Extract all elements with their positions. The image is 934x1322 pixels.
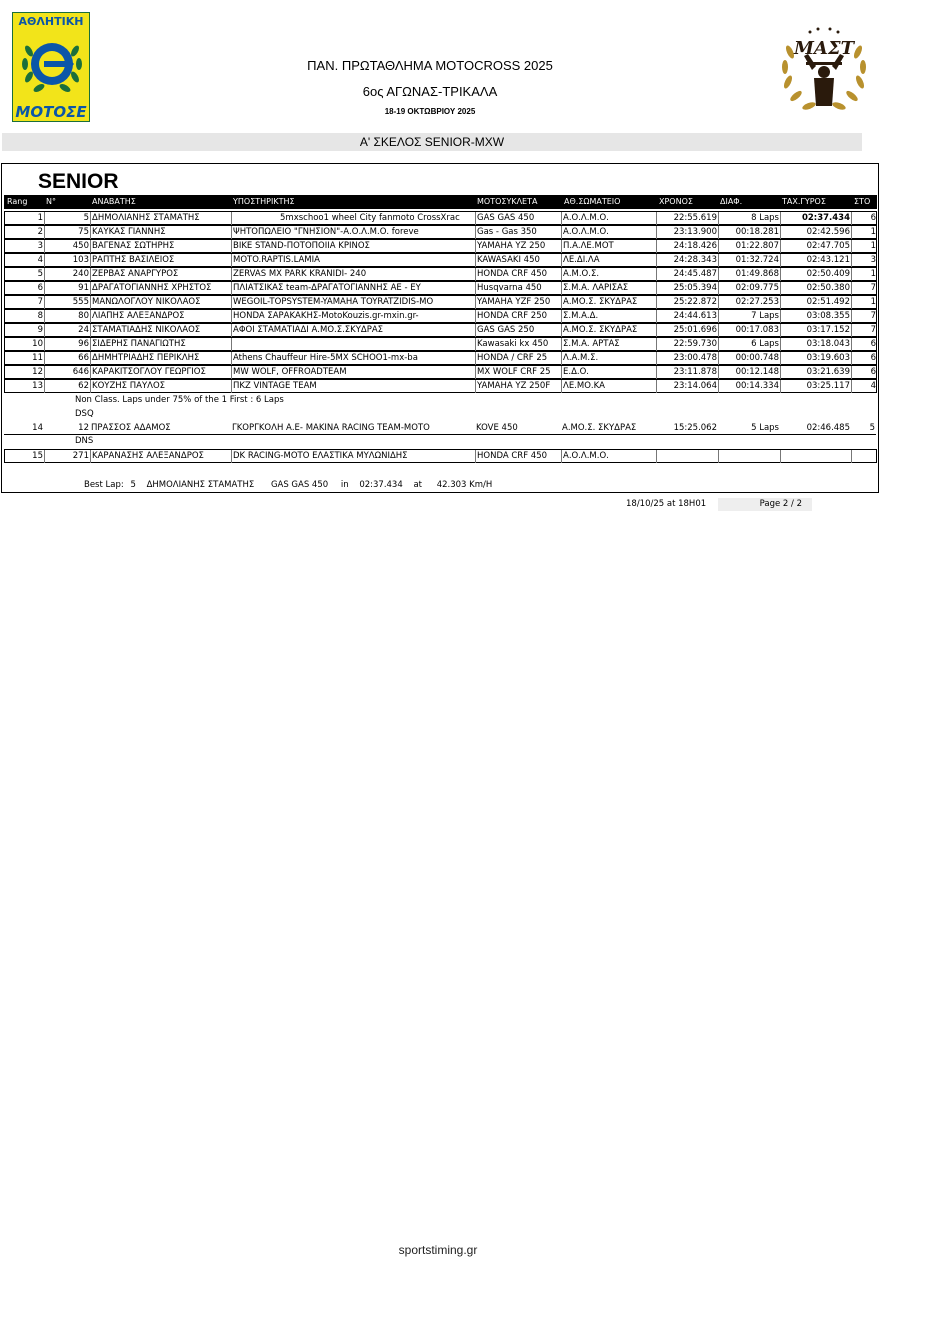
mast-logo	[776, 22, 872, 118]
table-row	[4, 225, 877, 239]
cell-sto: 6	[870, 213, 876, 223]
cell-sto: 7	[870, 311, 876, 321]
cell-diff: 00:00.748	[719, 352, 781, 365]
cell-sponsor	[232, 338, 476, 351]
cell-sto: 1	[870, 227, 876, 237]
cell-sponsor: ΠΛΙΑΤΣΙΚΑΣ team-ΔΡΑΓΑΤΟΓΙΑΝΝΗΣ ΑΕ - ΕΥ	[232, 282, 476, 295]
cell-sto: 7	[870, 325, 876, 335]
column-header-row	[4, 195, 877, 209]
cell-sponsor: ΨΗΤΟΠΩΛΕΙΟ "ΓΝΗΣΙΟΝ"-Α.Ο.Λ.Μ.Ο. foreve	[232, 226, 476, 239]
table-row	[4, 211, 877, 225]
cell-diff: 00:18.281	[719, 226, 781, 239]
col-rider: ΑΝΑΒΑΤΗΣ	[92, 197, 136, 206]
cell-time: 22:59.730	[657, 338, 719, 351]
table-row	[4, 323, 877, 337]
cell-club: ΛΕ.ΜΟ.ΚΑ	[562, 380, 657, 393]
cell-sto: 6	[870, 367, 876, 377]
cell-fast: 02:43.121	[781, 254, 852, 267]
cell-rider: ΚΑΡΑΚΙΤΣΟΓΛΟΥ ΓΕΩΡΓΙΟΣ	[91, 366, 232, 379]
cell-no: 103	[45, 254, 91, 267]
cell-fast: 03:21.639	[781, 366, 852, 379]
cell-sponsor: 5mxschoo1 wheel City fanmoto CrossXrac	[232, 212, 476, 225]
cell-rider: ΔΗΜΟΛΙΑΝΗΣ ΣΤΑΜΑΤΗΣ	[91, 212, 232, 225]
mast-logo-text: ΜΑΣΤ	[793, 38, 854, 59]
table-row	[4, 253, 877, 267]
cell-no: 5	[45, 212, 91, 225]
cell-sto: 3	[870, 255, 876, 265]
cell-rank: 14	[4, 422, 44, 435]
cell-club: Α.Ο.Λ.Μ.Ο.	[562, 226, 657, 239]
table-row	[4, 239, 877, 253]
cell-club: Σ.Μ.Α.Δ.	[562, 310, 657, 323]
cell-bike: GAS GAS 250	[476, 324, 562, 337]
col-bike: ΜΟΤΟΣΥΚΛΕΤΑ	[477, 197, 538, 206]
cell-fast: 03:17.152	[781, 324, 852, 337]
cell-no: 91	[45, 282, 91, 295]
cell-time: 23:14.064	[657, 380, 719, 393]
cell-no: 240	[45, 268, 91, 281]
cell-fast: 03:25.117	[781, 380, 852, 393]
logo-top-text: ΑΘΛΗΤΙΚΗ	[18, 15, 84, 28]
cell-rider: ΣΤΑΜΑΤΙΑΔΗΣ ΝΙΚΟΛΑΟΣ	[91, 324, 232, 337]
cell-club: Λ.Α.Μ.Σ.	[562, 352, 657, 365]
cell-rider: ΚΟΥΖΗΣ ΠΑΥΛΟΣ	[91, 380, 232, 393]
cell-bike: YAMAHA YZ 250F	[476, 380, 562, 393]
cell-time: 23:11.878	[657, 366, 719, 379]
cell-rider: ΔΡΑΓΑΤΟΓΙΑΝΝΗΣ ΧΡΗΣΤΟΣ	[91, 282, 232, 295]
cell-diff: 6 Laps	[719, 338, 781, 351]
cell-rank: 13	[5, 380, 45, 393]
cell-no: 450	[45, 240, 91, 253]
cell-rank: 3	[5, 240, 45, 253]
cell-rider: ΚΑΥΚΑΣ ΓΙΑΝΝΗΣ	[91, 226, 232, 239]
best-lap-time: 02:37.434	[359, 480, 403, 490]
cell-rank: 12	[5, 366, 45, 379]
cell-fast: 02:51.492	[781, 296, 852, 309]
cell-time: 15:25.062	[656, 422, 718, 435]
cell-time: 25:05.394	[657, 282, 719, 295]
cell-rank: 11	[5, 352, 45, 365]
cell-diff: 7 Laps	[719, 310, 781, 323]
cell-no: 75	[45, 226, 91, 239]
cell-no: 271	[45, 450, 91, 463]
table-row	[4, 267, 877, 281]
cell-fast: 02:47.705	[781, 240, 852, 253]
cell-diff: 5 Laps	[718, 422, 780, 435]
best-lap-speed: 42.303 Km/H	[436, 480, 493, 490]
section-heading: Α' ΣΚΕΛΟΣ SENIOR-MXW	[2, 133, 862, 151]
cell-rider: ΣΙΔΕΡΗΣ ΠΑΝΑΓΙΩΤΗΣ	[91, 338, 232, 351]
cell-bike: MX WOLF CRF 25	[476, 366, 562, 379]
cell-fast: 02:37.434	[781, 212, 852, 225]
table-row	[4, 337, 877, 351]
cell-no: 66	[45, 352, 91, 365]
table-row	[4, 351, 877, 365]
cell-sponsor: MW WOLF, OFFROADTEAM	[232, 366, 476, 379]
cell-no: 12	[44, 422, 90, 435]
event-date: 18-19 ΟΚΤΩΒΡΙΟΥ 2025	[384, 107, 476, 116]
cell-sto: 6	[870, 353, 876, 363]
cell-no: 24	[45, 324, 91, 337]
cell-bike: Kawasaki kx 450	[476, 338, 562, 351]
cell-rank: 10	[5, 338, 45, 351]
cell-bike: KOVE 450	[475, 422, 561, 435]
cell-sponsor: ΑΦΟΙ ΣΤΑΜΑΤΙΑΔΙ Α.ΜΟ.Σ.ΣΚΥΔΡΑΣ	[232, 324, 476, 337]
cell-sponsor: WEGOIL-TOPSYSTEM-YAMAHA TOYRATZIDIS-MO	[232, 296, 476, 309]
cell-bike: YAMAHA YZF 250	[476, 296, 562, 309]
cell-fast: 02:46.485	[780, 422, 851, 435]
dns-label: DNS	[75, 436, 94, 446]
cell-rider: ΔΗΜΗΤΡΙΑΔΗΣ ΠΕΡΙΚΛΗΣ	[91, 352, 232, 365]
dsq-label: DSQ	[75, 409, 94, 419]
cell-bike: KAWASAKI 450	[476, 254, 562, 267]
cell-rider: ΒΑΓΕΝΑΣ ΣΩΤΗΡΗΣ	[91, 240, 232, 253]
cell-bike: HONDA CRF 250	[476, 310, 562, 323]
cell-rider: ΚΑΡΑΝΑΣΗΣ ΑΛΕΞΑΝΔΡΟΣ	[91, 450, 232, 463]
cell-bike: GAS GAS 450	[476, 212, 562, 225]
cell-club: Α.Ο.Λ.Μ.Ο.	[562, 450, 657, 463]
cell-rider: ΡΑΠΤΗΣ ΒΑΣΙΛΕΙΟΣ	[91, 254, 232, 267]
cell-sto: 1	[870, 297, 876, 307]
cell-club: Π.Α.ΛΕ.ΜΟΤ	[562, 240, 657, 253]
cell-diff: 00:17.083	[719, 324, 781, 337]
col-diff: ΔΙΑΦ.	[720, 197, 743, 206]
cell-sponsor: DK RACING-MOTO ΕΛΑΣΤΙΚΑ ΜΥΛΩΝΙΔΗΣ	[232, 450, 476, 463]
footer-page: Page 2 / 2	[718, 498, 812, 511]
cell-diff: 8 Laps	[719, 212, 781, 225]
cell-diff: 00:12.148	[719, 366, 781, 379]
cell-bike: HONDA CRF 450	[476, 450, 562, 463]
cell-rider: ΠΡΑΣΣΟΣ ΑΔΑΜΟΣ	[90, 422, 231, 435]
cell-rank: 15	[5, 450, 45, 463]
results-table	[1, 163, 879, 493]
best-lap-number: 5	[130, 480, 136, 490]
footer-date: 18/10/25 at 18H01	[626, 499, 707, 509]
cell-time: 23:13.900	[657, 226, 719, 239]
cell-rank: 5	[5, 268, 45, 281]
cell-no: 555	[45, 296, 91, 309]
cell-sponsor: ZERVAS MX PARK KRANIDI- 240	[232, 268, 476, 281]
cell-fast	[781, 450, 852, 463]
non-classified-note: Non Class. Laps under 75% of the 1 First : 6 Laps	[75, 395, 284, 405]
col-time: ΧΡΟΝΟΣ	[659, 197, 693, 206]
best-lap-bike: GAS GAS 450	[270, 480, 329, 490]
cell-rank: 4	[5, 254, 45, 267]
cell-diff: 02:27.253	[719, 296, 781, 309]
cell-sto: 4	[870, 381, 876, 391]
cell-fast: 02:42.596	[781, 226, 852, 239]
cell-time	[657, 450, 719, 463]
col-club: ΑΘ.ΣΩΜΑΤΕΙΟ	[564, 197, 621, 206]
cell-fast: 02:50.380	[781, 282, 852, 295]
wreath-logo-icon	[19, 31, 85, 97]
col-fastest-lap: ΤΑΧ.ΓΥΡΟΣ	[782, 197, 826, 206]
table-row	[4, 365, 877, 379]
cell-bike: Husqvarna 450	[476, 282, 562, 295]
col-sponsor: ΥΠΟΣΤΗΡΙΚΤΗΣ	[233, 197, 295, 206]
event-subtitle: 6ος ΑΓΩΝΑΣ-ΤΡΙΚΑΛΑ	[362, 84, 498, 99]
cell-sponsor: ΓΚΟΡΓΚΟΛΗ Α.Ε- ΜΑΚΙΝΑ RACING TEAM-MOTO	[231, 422, 475, 435]
col-sto: ΣΤΟ	[854, 197, 871, 206]
cell-sponsor: ΠΚΖ VINTAGE TEAM	[232, 380, 476, 393]
cell-no: 62	[45, 380, 91, 393]
cell-diff: 01:22.807	[719, 240, 781, 253]
table-row	[4, 309, 877, 323]
cell-sponsor: MOTO.RAPTIS.LAMIA	[232, 254, 476, 267]
table-row	[4, 422, 877, 436]
cell-club: Ε.Δ.Ο.	[562, 366, 657, 379]
cell-time: 25:22.872	[657, 296, 719, 309]
cell-rider: ΛΙΑΠΗΣ ΑΛΕΞΑΝΔΡΟΣ	[91, 310, 232, 323]
cell-rider: ΖΕΡΒΑΣ ΑΝΑΡΓΥΡΟΣ	[91, 268, 232, 281]
table-row	[4, 281, 877, 295]
cell-rank: 8	[5, 310, 45, 323]
cell-rank: 1	[5, 212, 45, 225]
cell-sponsor: BIKE STAND-ΠΟΤΟΠΟΙΙΑ ΚΡΙΝΟΣ	[232, 240, 476, 253]
cell-sto: 1	[870, 269, 876, 279]
cell-sto: 6	[870, 339, 876, 349]
cell-rank: 6	[5, 282, 45, 295]
cell-club: Α.Ο.Λ.Μ.Ο.	[562, 212, 657, 225]
cell-rank: 7	[5, 296, 45, 309]
cell-club: Α.ΜΟ.Σ. ΣΚΥΔΡΑΣ	[561, 422, 656, 435]
cell-time: 23:00.478	[657, 352, 719, 365]
cell-sto: 7	[870, 283, 876, 293]
best-lap-label: Best Lap:	[84, 480, 124, 490]
website-footer: sportstiming.gr	[398, 1243, 478, 1257]
cell-bike: YAMAHA YZ 250	[476, 240, 562, 253]
cell-club: ΛΕ.ΔΙ.ΛΑ	[562, 254, 657, 267]
cell-no: 646	[45, 366, 91, 379]
table-row	[4, 295, 877, 309]
cell-diff: 01:49.868	[719, 268, 781, 281]
cell-club: Α.ΜΟ.Σ. ΣΚΥΔΡΑΣ	[562, 296, 657, 309]
cell-diff: 01:32.724	[719, 254, 781, 267]
cell-rank: 2	[5, 226, 45, 239]
cell-fast: 03:18.043	[781, 338, 852, 351]
cell-diff	[719, 450, 781, 463]
best-lap-line	[84, 480, 506, 490]
cell-club: Α.ΜΟ.Σ. ΣΚΥΔΡΑΣ	[562, 324, 657, 337]
cell-bike: HONDA CRF 450	[476, 268, 562, 281]
cell-diff: 02:09.775	[719, 282, 781, 295]
cell-bike: Gas - Gas 350	[476, 226, 562, 239]
cell-sto	[852, 450, 877, 463]
best-lap-rider: ΔΗΜΟΛΙΑΝΗΣ ΣΤΑΜΑΤΗΣ	[146, 480, 255, 490]
table-row	[4, 449, 877, 463]
cell-time: 24:45.487	[657, 268, 719, 281]
cell-rider: ΜΑΝΩΛΟΓΛΟΥ ΝΙΚΟΛΑΟΣ	[91, 296, 232, 309]
cell-time: 25:01.696	[657, 324, 719, 337]
category-title: SENIOR	[38, 170, 119, 193]
logo-bottom-text: ΜΟΤΟΣΕ	[15, 103, 87, 121]
cell-diff: 00:14.334	[719, 380, 781, 393]
cell-no: 96	[45, 338, 91, 351]
cell-bike: HONDA / CRF 25	[476, 352, 562, 365]
event-title: ΠΑΝ. ΠΡΩΤΑΘΛΗΜΑ MOTOCROSS 2025	[307, 58, 553, 73]
cell-club: Σ.Μ.Α. ΑΡΤΑΣ	[562, 338, 657, 351]
col-number: N°	[46, 197, 56, 206]
cell-time: 24:44.613	[657, 310, 719, 323]
cell-time: 24:28.343	[657, 254, 719, 267]
cell-fast: 02:50.409	[781, 268, 852, 281]
cell-club: Σ.Μ.Α. ΛΑΡΙΣΑΣ	[562, 282, 657, 295]
laurel-wreath-icon	[776, 22, 872, 118]
cell-sto: 1	[870, 241, 876, 251]
cell-rank: 9	[5, 324, 45, 337]
col-rank: Rang	[7, 197, 28, 206]
cell-sto: 5	[851, 422, 876, 435]
cell-sponsor: Athens Chauffeur Hire-5MX SCHOO1-mx-ba	[232, 352, 476, 365]
best-lap-in: in	[340, 480, 349, 490]
cell-sponsor: HONDA ΣΑΡΑΚΑΚΗΣ-MotoKouzis.gr-mxin.gr-	[232, 310, 476, 323]
cell-fast: 03:08.355	[781, 310, 852, 323]
cell-club: Α.Μ.Ο.Σ.	[562, 268, 657, 281]
best-lap-at: at	[413, 480, 422, 490]
cell-no: 80	[45, 310, 91, 323]
cell-fast: 03:19.603	[781, 352, 852, 365]
cell-time: 24:18.426	[657, 240, 719, 253]
federation-logo	[12, 12, 90, 122]
cell-time: 22:55.619	[657, 212, 719, 225]
table-row	[4, 379, 877, 393]
